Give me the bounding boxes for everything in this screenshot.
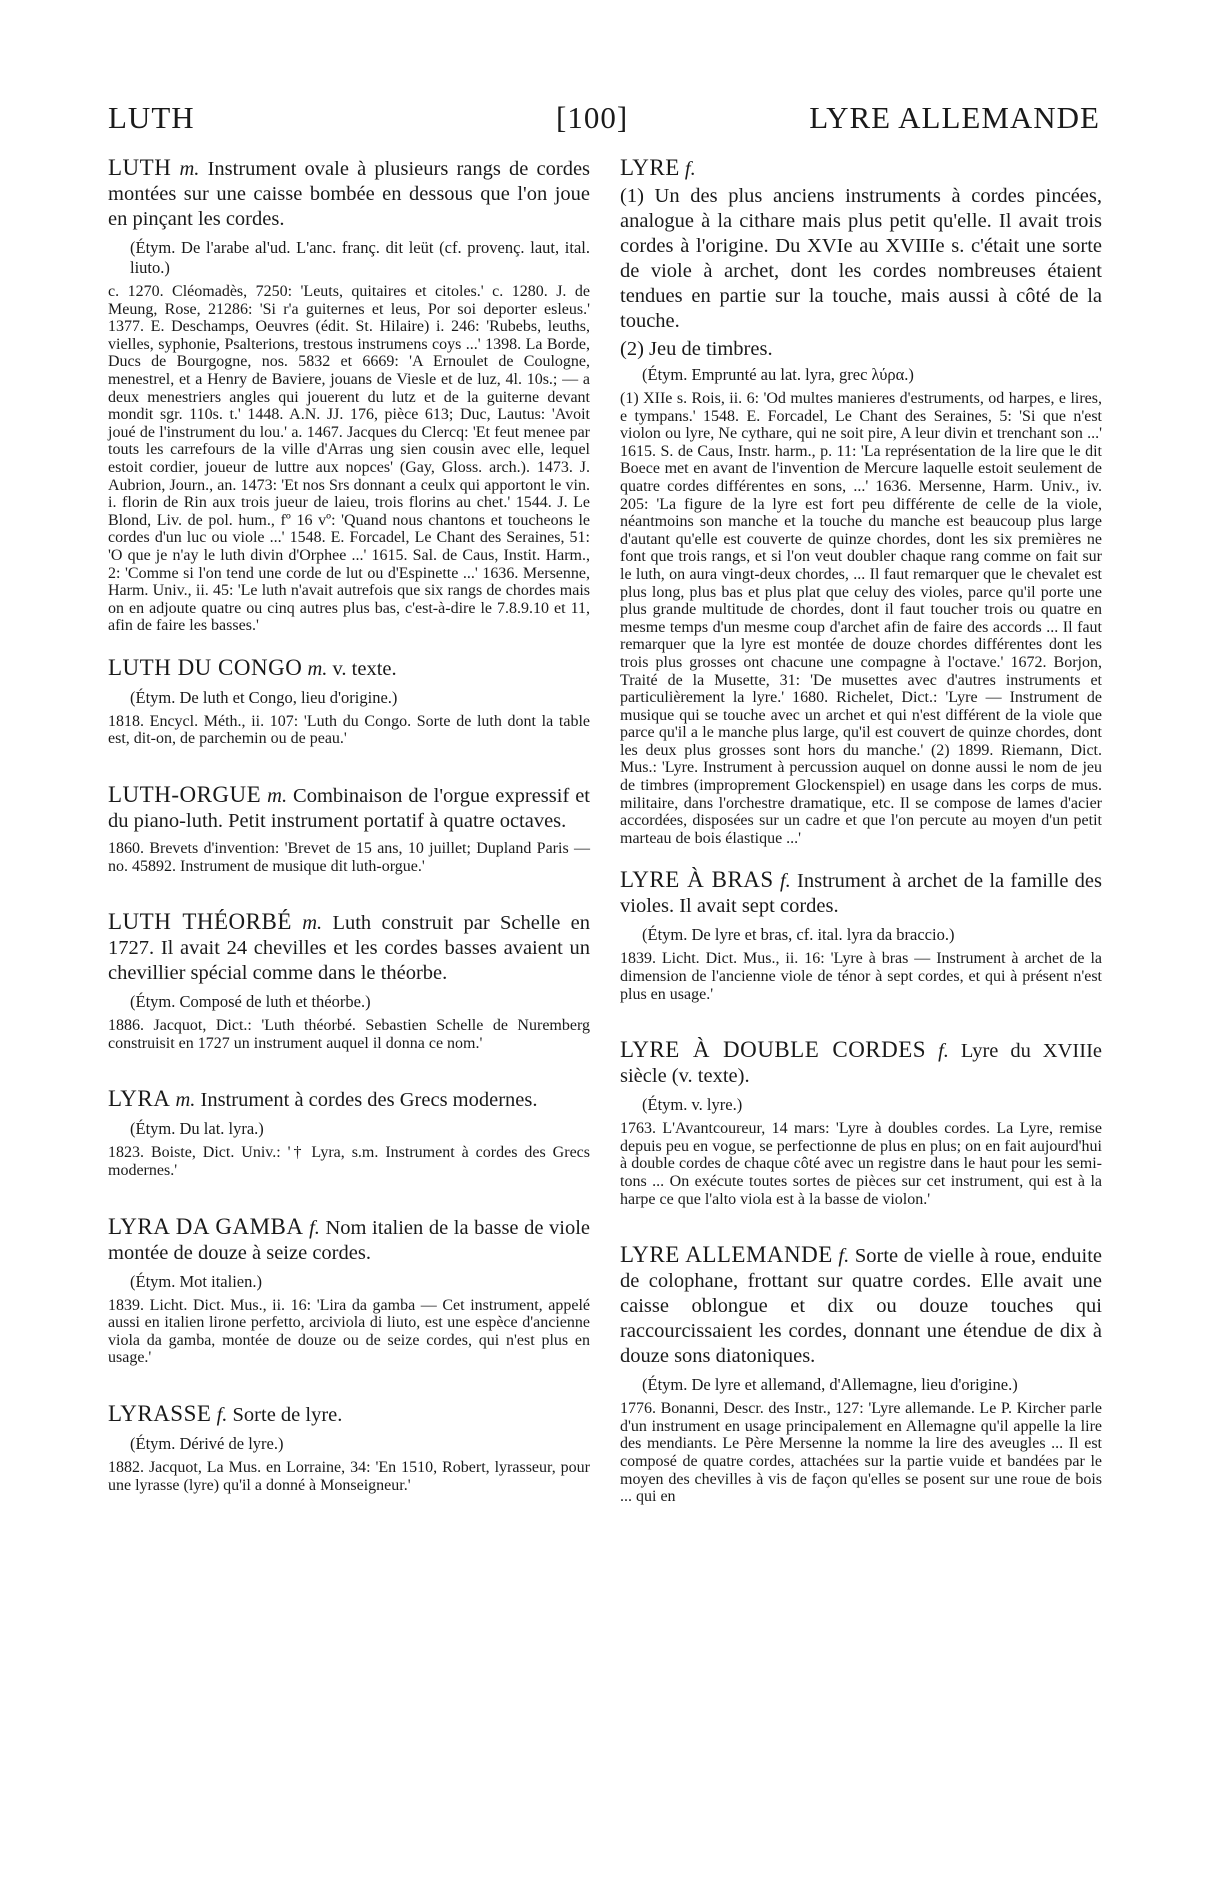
headword: LYRA	[108, 1086, 171, 1112]
definition-text: Luth construit par Schelle en 1727. Il avait 24 chevilles et les cordes basses avaient un chevillier spécial comme dans le théorbe.	[108, 912, 591, 985]
entry-definition	[108, 1401, 590, 1428]
entry-luth-theorbe	[108, 909, 590, 1052]
entry-lyre-allemande	[620, 1242, 1102, 1506]
etymology: (Étym. Composé de luth et théorbe.)	[130, 992, 371, 1012]
entry-definition	[108, 782, 590, 834]
definition-text: Sorte de lyre.	[232, 1404, 343, 1426]
header-left-guideword: LUTH	[108, 100, 195, 135]
gender: f.	[216, 1404, 228, 1426]
running-head	[108, 100, 1100, 144]
entry-lyre-a-double-cordes	[620, 1037, 1102, 1208]
citations: 1882. Jacquot, La Mus. en Lorraine, 34: 'En 1510, Robert, lyrasseur, pour une lyrasse (lyre) qu'il a donné à Monseigneur.'	[108, 1459, 590, 1494]
sense-1: (1) Un des plus anciens instruments à cordes pincées, analogue à la cithare mais plus petit qu'elle. Il avait trois cordes à l'origine. Du XVIe au XVIIIe s. c'était une sorte de viole à archet, dont les cordes nombreuses étaient tendues en partie sur la touche, mais aussi à côté de la touche.	[620, 185, 1102, 332]
etymology: (Étym. De lyre et bras, cf. ital. lyra da braccio.)	[642, 925, 955, 945]
etymology: (Étym. Dérivé de lyre.)	[130, 1434, 284, 1453]
citations: 1776. Bonanni, Descr. des Instr., 127: 'Lyre allemande. Le P. Kircher parle d'un instrument en usage principalement en Allemagne qu'il appelle la lire des mendiants. Le Père Mersenne la nomme la lire des aveugles ... Il est composé de quatre cordes, attachées sur la partie vuide et bandées par le moyen des chevilles à vis de façon qu'elles se posent sur une roue de bois ... qui en	[620, 1400, 1102, 1506]
etymology: (Étym. v. lyre.)	[642, 1095, 743, 1115]
entry-definition	[108, 1214, 590, 1266]
gender: m.	[267, 785, 288, 808]
entry-definition	[108, 155, 590, 232]
headword: LUTH	[108, 155, 172, 180]
headword: LYRE ALLEMANDE	[620, 1242, 833, 1268]
header-right-guideword: LYRE ALLEMANDE	[809, 100, 1100, 135]
page-number: [100]	[556, 100, 629, 135]
definition-text: Lyre du XVIIIe siècle (v. texte).	[620, 1040, 1102, 1088]
entry-headline	[620, 155, 1102, 182]
definition-text: Sorte de vielle à roue, enduite de colophane, frottant sur quatre cordes. Elle avait une caisse oblongue et dix ou douze touches qui raccourcissaient les cordes, donnant une étendue de dix à douze sons diatoniques.	[620, 1245, 1102, 1368]
citations: c. 1270. Cléomadès, 7250: 'Leuts, quitaires et citoles.' c. 1280. J. de Meung, Rose, 21286: 'Si r'a guiternes et leus, Por soi deporter esleus.' 1377. E. Deschamps, Oeuvres (édit. St. Hilaire) i. 246: 'Rubebs, leuths, vielles, syphonie, Psalterions, trestous instrumens coys ...' 1398. La Borde, Ducs de Bourgogne, nos. 5832 et 6669: 'A Ernoulet de Coulogne, menestrel, et a Henry de Baviere, jouans de Viesle et de luz, 4l. 10s.; — a deux menestriers angles qui jouerent du lutz et de la guiterne devant mondit sgr. 110s. t.' 1448. A.N. JJ. 176, pièce 613; Duc, Lautus: 'Avoit joué de l'instrument du lou.' a. 1467. Jacques du Clercq: 'Et feut menee par touts les carrefours de la ville d'Arras ung sien cousin avec elle, lequel estoit cordier, joueur de luttre aux nopces' (Gay, Gloss. arch.). 1473. J. Aubrion, Journ., an. 1473: 'Et nos Srs donnant a ceulx qui apportont le vin. i. florin de Rin aux trois jueur de laieu, trois florins au chet.' 1544. J. Le Blond, Liv. de pol. hum., fº 16 vº: 'Quand nous chantons et toucheons le cordes d'un luc ou viole ...' 1548. E. Forcadel, Le Chant des Seraines, 51: 'O que je n'ay le luth divin d'Orphee ...' 1615. Sal. de Caus, Instit. Harm., 2: 'Comme si l'on tend une corde de lut ou d'Espinette ...' 1636. Mersenne, Harm. Univ., ii. 45: 'Le luth n'avait autrefois que six rangs de chordes mais on en adjoute quatre ou cinq autres plus bas, c'est-à-dire le 7.8.9.10 et 11, afin de faire les basses.'	[108, 283, 590, 635]
etymology: (Étym. De lyre et allemand, d'Allemagne, lieu d'origine.)	[642, 1375, 1018, 1395]
etymology: (Étym. De luth et Congo, lieu d'origine.)	[130, 687, 398, 707]
gender: f.	[684, 158, 696, 180]
entry-luth-orgue	[108, 782, 590, 875]
gender: f.	[938, 1040, 949, 1063]
entry-lyre	[620, 155, 1102, 847]
entry-definition	[108, 655, 590, 682]
gender: f.	[309, 1216, 320, 1239]
citations: 1763. L'Avantcoureur, 14 mars: 'Lyre à doubles cordes. La Lyre, remise depuis peu en vogue, se perfectionne de plus en plus; on en fait aujourd'hui à double cordes de chaque côté avec un registre dans le haut pour les semi-tons ... On exécute toutes sortes de pièces sur cet instrument, qui est à la harpe ce que l'alto viola est à la basse de violon.'	[620, 1120, 1102, 1208]
entry-definition	[620, 867, 1102, 919]
headword: LYRE À DOUBLE CORDES	[620, 1037, 927, 1063]
headword: LYRA DA GAMBA	[108, 1213, 304, 1239]
citations: 1818. Encycl. Méth., ii. 107: 'Luth du Congo. Sorte de luth dont la table est, dit-on, de parchemin ou de peau.'	[108, 712, 590, 748]
entry-lyre-a-bras	[620, 867, 1102, 1003]
etymology: (Étym. De l'arabe al'ud. L'anc. franç. dit leüt (cf. provenç. laut, ital. liuto.)	[130, 238, 590, 277]
etymology: (Étym. Emprunté au lat. lyra, grec λύρα.)	[642, 365, 914, 384]
headword: LYRASSE	[108, 1401, 212, 1426]
definition-text: Instrument à cordes des Grecs modernes.	[200, 1089, 538, 1112]
gender: f.	[838, 1245, 850, 1268]
left-column	[108, 155, 590, 1516]
entry-definition	[620, 1037, 1102, 1089]
gender: m.	[307, 657, 328, 680]
gender: m.	[175, 1089, 196, 1112]
right-column	[620, 155, 1102, 1528]
entry-luth	[108, 155, 590, 635]
entry-definition	[620, 1242, 1102, 1369]
definition-text: Combinaison de l'orgue expressif et du piano-luth. Petit instrument portatif à quatre octaves.	[108, 785, 591, 833]
etymology: (Étym. Du lat. lyra.)	[130, 1119, 264, 1139]
citations: 1860. Brevets d'invention: 'Brevet de 15 ans, 10 juillet; Dupland Paris — no. 45892. Instrument de musique dit luth-orgue.'	[108, 840, 590, 875]
citations: 1886. Jacquot, Dict.: 'Luth théorbé. Sebastien Schelle de Nuremberg construisit en 1727 un instrument auquel il donna ce nom.'	[108, 1017, 590, 1052]
definition-text: v. texte.	[332, 657, 397, 680]
gender: m.	[302, 912, 323, 935]
entry-lyra	[108, 1086, 590, 1179]
headword: LUTH DU CONGO	[108, 654, 303, 680]
entry-lyra-da-gamba	[108, 1214, 590, 1367]
headword: LUTH THÉORBÉ	[108, 909, 292, 935]
definition-text: Instrument ovale à plusieurs rangs de cordes montées sur une caisse bombée en dessous que l'on joue en pinçant les cordes.	[108, 158, 591, 230]
definition-text: Nom italien de la basse de viole montée de douze à seize cordes.	[108, 1216, 591, 1264]
headword: LYRE	[620, 155, 680, 180]
headword: LUTH-ORGUE	[108, 782, 262, 808]
etymology: (Étym. Mot italien.)	[130, 1271, 262, 1291]
citations: 1839. Licht. Dict. Mus., ii. 16: 'Lyre à bras — Instrument à archet de la dimension de l'ancienne viole de ténor à sept cordes, et qui à présent n'est plus en usage.'	[620, 950, 1102, 1003]
entry-luth-du-congo	[108, 655, 590, 748]
citations: (1) XIIe s. Rois, ii. 6: 'Od multes manieres d'estruments, od harpes, e lires, e tympans.' 1548. E. Forcadel, Le Chant des Seraines, 5: 'Si que n'est violon ou lyre, Ne cythare, qui ne soit pire, A leur divin et trenchant son ...' 1615. S. de Caus, Instr. harm., p. 11: 'La représentation de la lire que le dit Boece met en avant de l'invention de Mercure laquelle estoit seulement de quatre cordes différentes en sons, ...' 1636. Mersenne, Harm. Univ., iv. 205: 'La figure de la lyre est fort peu différente de celle de la viole, néantmoins son manche et la touche du manche est beaucoup plus large d'autant qu'elle est couverte de quinze chordes, dont les six premières ne font que trois rangs, et si l'on veut doubler chaque rang comme on fait sur le luth, on aura vingt-deux chordes, ... Il faut remarquer que le chevalet est plus long, plus bas et plus plat que celuy des violes, parce qu'il porte une plus grande multitude de chordes, dont il faut toucher trois ou quatre en mesme temps d'un mesme coup d'archet afin de faire des accords ... Il faut remarquer que la lyre est montée de douze chordes différentes dont les trois plus grosses ont chacune une compagne à l'octave.' 1672. Borjon, Traité de la Musette, 31: 'De musettes avec d'autres instruments et particulièrement la lyre.' 1680. Richelet, Dict.: 'Lyre — Instrument de musique qui se touche avec un archet et qui n'est différent de la viole que parce qu'il a le manche plus large, qu'il est couvert de quinze chordes, dont les deux plus grosses sont hors du manche.' (2) 1899. Riemann, Dict. Mus.: 'Lyre. Instrument à percussion auquel on donne aussi le nom de jeu de timbres (improprement Glockenspiel) en usage dans les corps de mus. militaire, dans l'orchestre dramatique, etc. Il se compose de lames d'acier accordées, disposées sur un cadre et que l'on percute au moyen d'un petit marteau de bois élastique ...'	[620, 390, 1102, 847]
sense-2: (2) Jeu de timbres.	[620, 338, 773, 360]
citations: 1839. Licht. Dict. Mus., ii. 16: 'Lira da gamba — Cet instrument, appelé aussi en italien lirone perfetto, arciviola di liuto, est une espèce d'ancienne viola da gamba, montée de douze ou de seize cordes, qui n'est plus en usage.'	[108, 1296, 590, 1367]
gender: m.	[179, 158, 200, 180]
headword: LYRE À BRAS	[620, 867, 774, 893]
gender: f.	[779, 870, 791, 893]
entry-definition	[108, 1086, 590, 1113]
entry-lyrasse	[108, 1401, 590, 1494]
definition-text: Instrument à archet de la famille des violes. Il avait sept cordes.	[620, 870, 1102, 918]
entry-definition	[108, 909, 590, 986]
citations: 1823. Boiste, Dict. Univ.: '† Lyra, s.m. Instrument à cordes des Grecs modernes.'	[108, 1144, 590, 1180]
